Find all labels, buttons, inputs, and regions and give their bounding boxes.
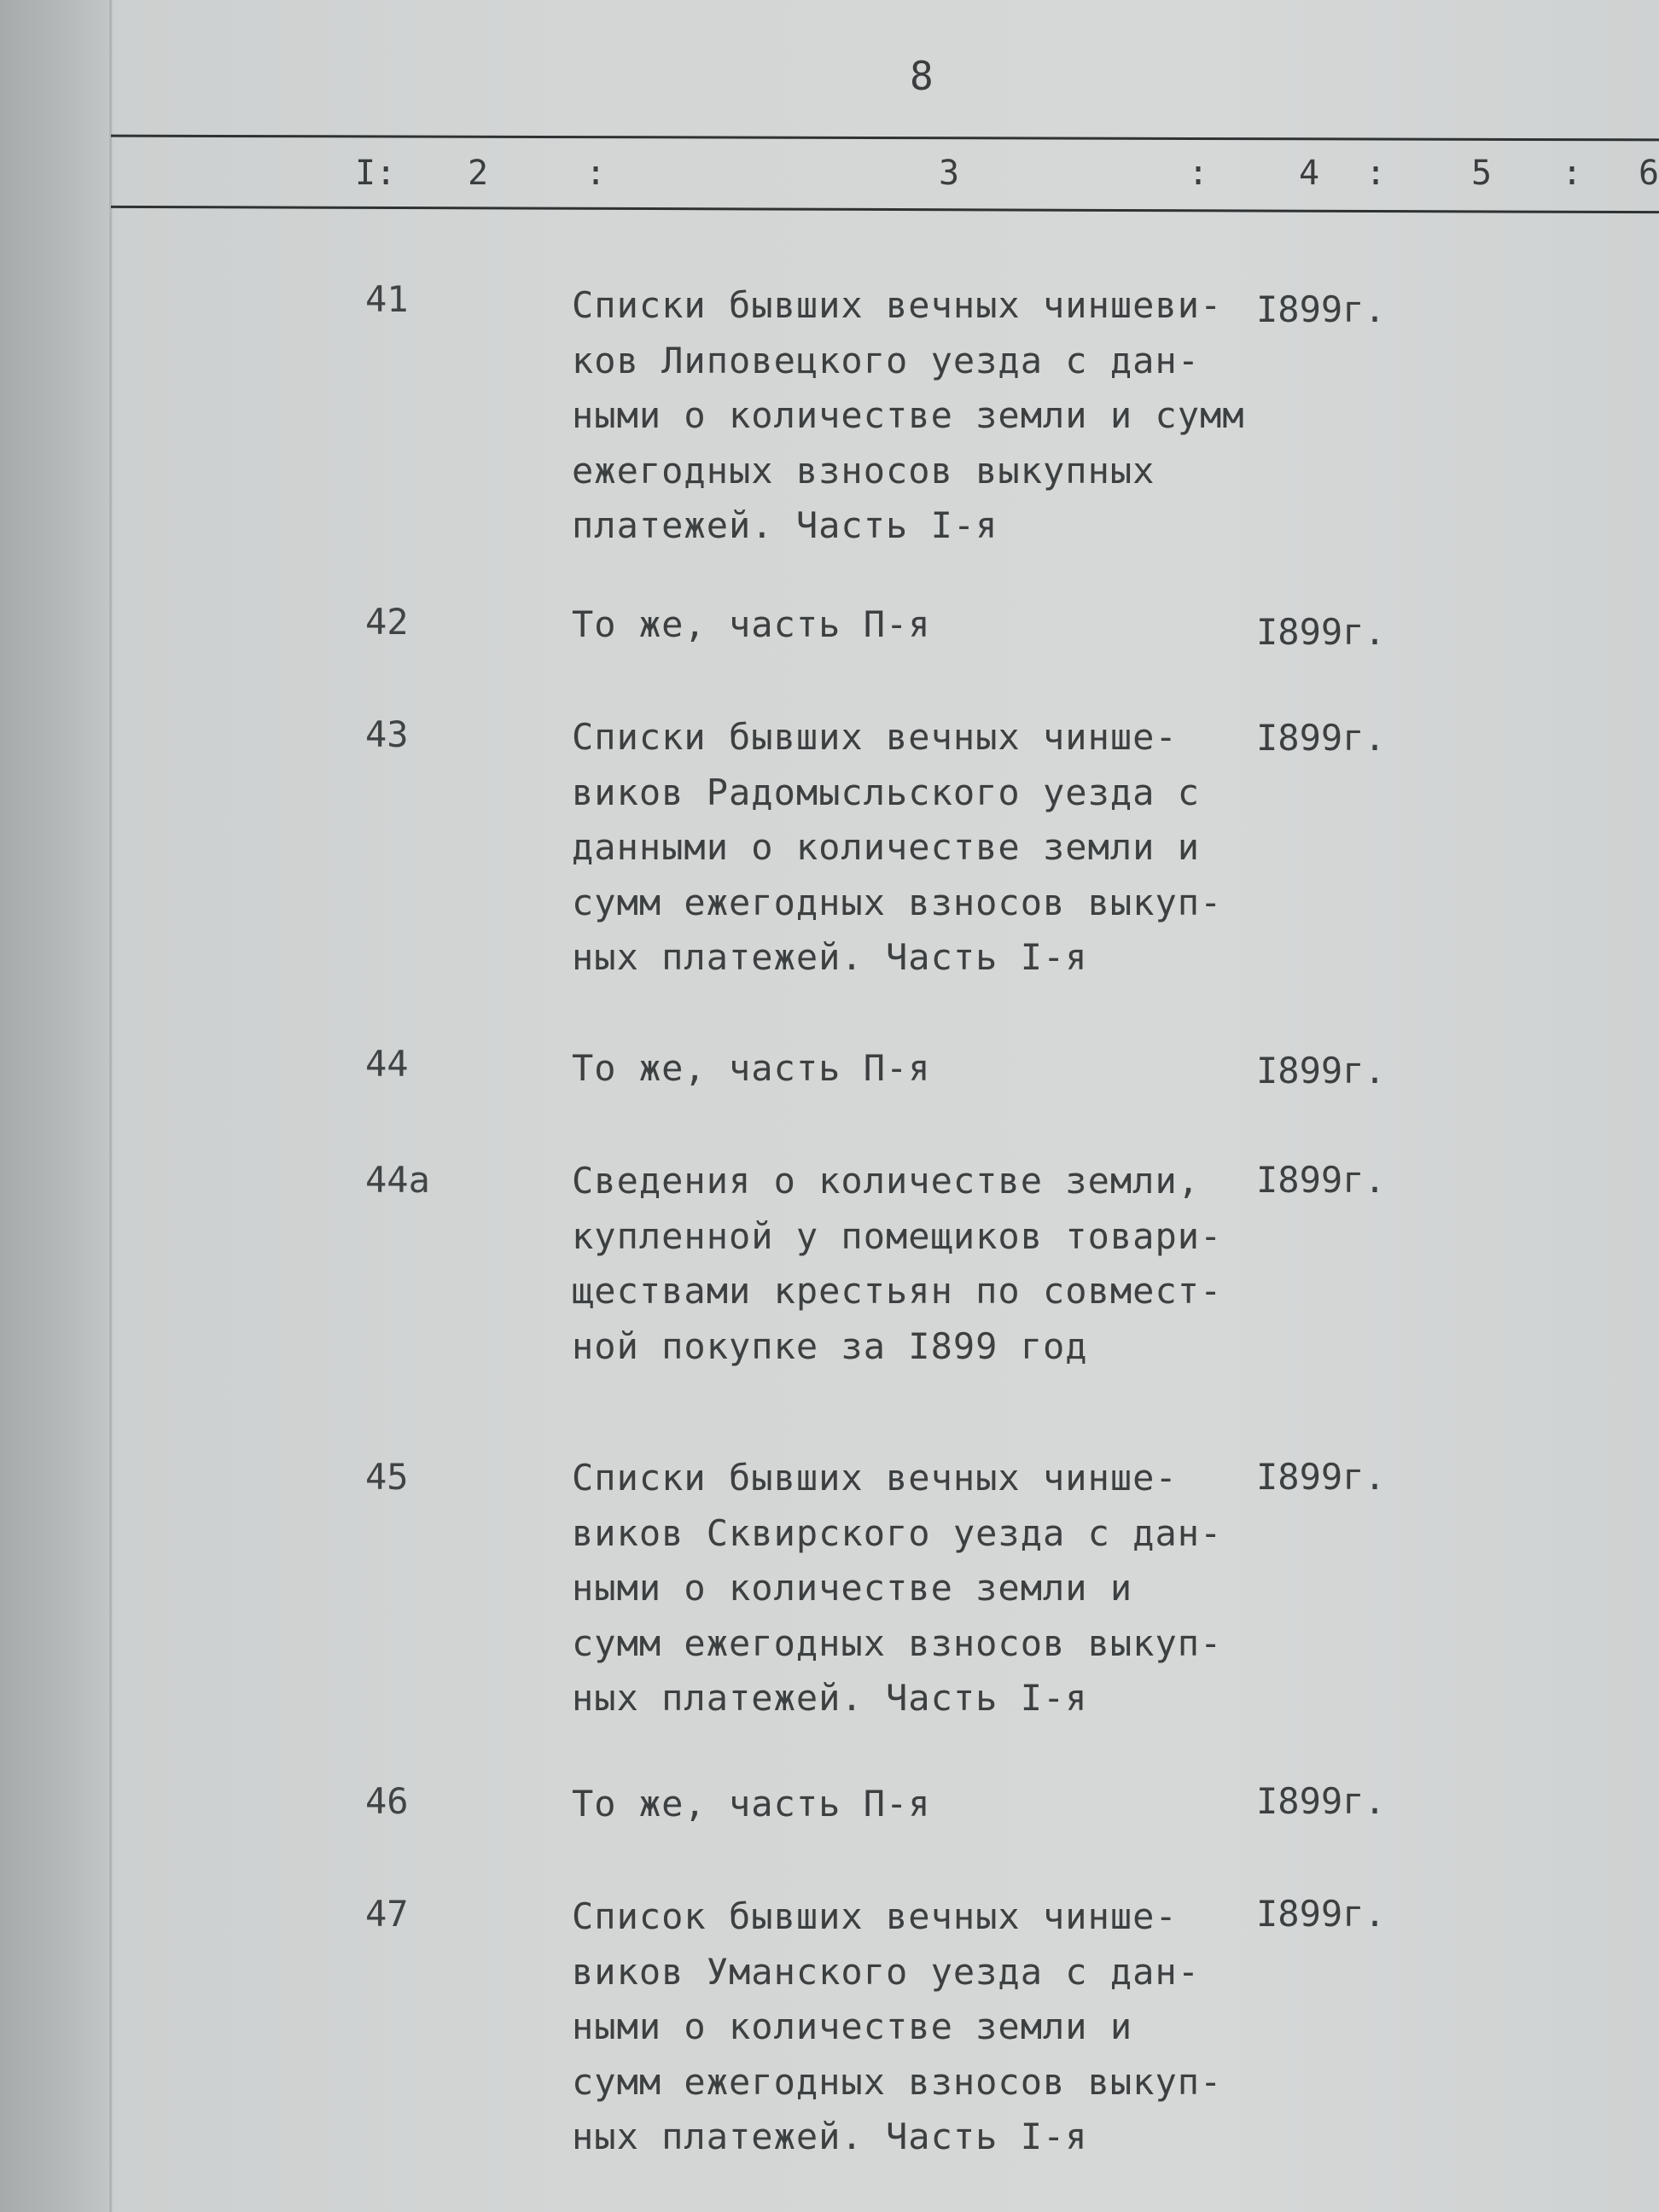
entry-line: Сведения о количестве земли, <box>572 1160 1201 1202</box>
entry-line: ной покупке за I899 год <box>572 1324 1088 1367</box>
entry-year: I899г. <box>1256 1893 1386 1935</box>
entry-year: I899г. <box>1256 1456 1386 1498</box>
entry-number: 47 <box>365 1893 409 1935</box>
header-rule-top <box>111 135 1659 142</box>
entry-line: ными о количестве земли и <box>572 1567 1133 1609</box>
entry-line: сумм ежегодных взносов выкуп- <box>572 1621 1223 1664</box>
entry-description <box>572 278 1272 554</box>
column-header-row <box>0 154 1659 196</box>
entry-number: 41 <box>365 278 409 320</box>
entry-year: I899г. <box>1256 1050 1386 1091</box>
entry-year: I899г. <box>1256 717 1386 759</box>
page-edge <box>109 0 112 2212</box>
entry-number: 43 <box>365 713 409 755</box>
entry-number: 46 <box>365 1780 409 1822</box>
entry-number: 44 <box>365 1043 409 1085</box>
column-separator-4: : <box>1562 154 1583 193</box>
entry-line: ществами крестьян по совмест- <box>572 1270 1223 1312</box>
entry-line: ных платежей. Часть I-я <box>572 1677 1088 1719</box>
entry-number: 44а <box>365 1159 430 1201</box>
entry-line: ных платежей. Часть I-я <box>572 2116 1088 2157</box>
entry-line: виков Уманского уезда с дан- <box>572 1950 1201 1993</box>
column-header-6: 6 <box>1639 154 1659 193</box>
header-rule-bottom <box>111 206 1659 213</box>
column-separator-3: : <box>1365 154 1387 193</box>
entry-year: I899г. <box>1256 611 1386 653</box>
binding-gutter <box>0 0 113 2212</box>
entry-line: ежегодных взносов выкупных <box>572 449 1155 492</box>
entry-number: 42 <box>365 601 409 643</box>
entry-line: виков Сквирского уезда с дан- <box>572 1511 1223 1554</box>
entry-line: Списки бывших вечных чинше- <box>572 716 1178 758</box>
entry-year: I899г. <box>1256 1780 1386 1822</box>
entry-line: платежей. Часть I-я <box>572 504 998 546</box>
entry-description <box>572 1041 1272 1097</box>
entry-description <box>572 597 1272 653</box>
column-header-5: 5 <box>1471 154 1493 193</box>
column-separator-2: : <box>1188 154 1209 193</box>
entry-line: сумм ежегодных взносов выкуп- <box>572 881 1223 923</box>
entry-description <box>572 1777 1272 1832</box>
entry-line: сумм ежегодных взносов выкуп- <box>572 2060 1223 2103</box>
entry-line: ными о количестве земли и <box>572 2005 1133 2047</box>
entry-line: виков Радомысльского уезда с <box>572 771 1201 813</box>
entry-line: купленной у помещиков товари- <box>572 1214 1223 1257</box>
column-header-3: 3 <box>939 154 960 193</box>
column-separator-1: : <box>585 154 607 193</box>
entry-line: ков Липовецкого уезда с дан- <box>572 339 1201 381</box>
entry-line: Списки бывших вечных чинше- <box>572 1457 1178 1499</box>
entry-line: То же, часть П-я <box>572 1047 931 1089</box>
entry-line: ных платежей. Часть I-я <box>572 936 1088 978</box>
entry-year: I899г. <box>1256 288 1386 330</box>
page-number: 8 <box>910 53 934 99</box>
entry-line: ными о количестве земли и сумм <box>572 394 1245 436</box>
column-header-1: I: <box>355 154 397 193</box>
entry-description <box>572 1889 1272 2165</box>
entry-line: То же, часть П-я <box>572 1783 931 1825</box>
entry-line: Списки бывших вечных чиншеви- <box>572 284 1223 326</box>
column-header-4: 4 <box>1299 154 1320 193</box>
entry-year: I899г. <box>1256 1159 1386 1201</box>
entry-line: Список бывших вечных чинше- <box>572 1895 1178 1937</box>
column-header-2: 2 <box>468 154 489 193</box>
entry-description <box>572 1451 1272 1726</box>
entry-line: То же, часть П-я <box>572 603 931 645</box>
entry-description <box>572 1154 1272 1374</box>
entry-description <box>572 710 1272 986</box>
entry-line: данными о количестве земли и <box>572 826 1201 868</box>
entry-number: 45 <box>365 1456 409 1498</box>
